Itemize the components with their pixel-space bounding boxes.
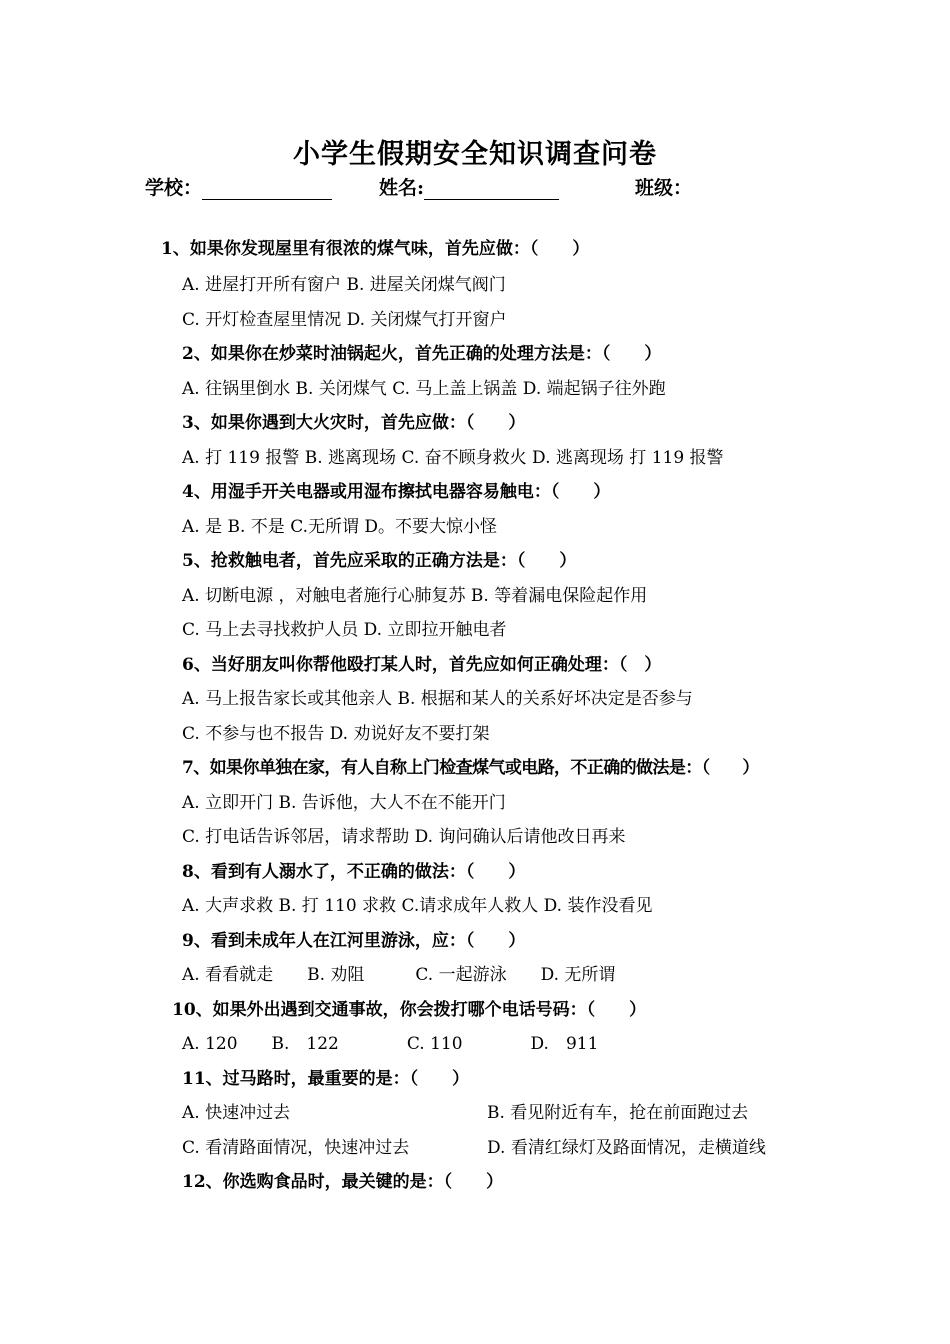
question-2-options-line-1: A. 往锅里倒水 B. 关闭煤气 C. 马上盖上锅盖 D. 端起锅子往外跑 [182,379,666,399]
question-11-option-b: B. 看见附近有车，抢在前面跑过去 [487,1103,749,1123]
question-9: 9、看到未成年人在江河里游泳，应：（ ） [182,931,526,951]
name-blank[interactable] [424,181,559,200]
question-2: 2、如果你在炒菜时油锅起火，首先正确的处理方法是：（ ） [182,344,662,364]
question-6: 6、当好朋友叫你帮他殴打某人时，首先应如何正确处理：（ ） [182,655,662,675]
name-label: 姓名: [379,177,425,199]
question-11: 11、过马路时，最重要的是：（ ） [182,1069,470,1089]
page-title: 小学生假期安全知识调查问卷 [293,139,657,170]
question-11-option-d: D. 看清红绿灯及路面情况，走横道线 [487,1138,766,1158]
school-label: 学校： [145,177,203,199]
question-11-option-a: A. 快速冲过去 [182,1103,291,1123]
question-9-options-line-1: A. 看看就走 B. 劝阻 C. 一起游泳 D. 无所谓 [182,965,616,985]
question-1-options-line-2: C. 开灯检查屋里情况 D. 关闭煤气打开窗户 [182,310,507,330]
school-blank[interactable] [202,181,332,200]
question-1: 1、如果你发现屋里有很浓的煤气味，首先应做：（ ） [161,239,590,259]
question-1-options-line-1: A. 进屋打开所有窗户 B. 进屋关闭煤气阀门 [182,275,506,295]
question-8-options-line-1: A. 大声求救 B. 打 110 求救 C.请求成年人救人 D. 装作没看见 [182,896,653,916]
class-field[interactable] [635,173,692,200]
question-4: 4、用湿手开关电器或用湿布擦拭电器容易触电：（ ） [182,482,611,502]
class-label: 班级： [635,177,693,199]
question-5: 5、抢救触电者，首先应采取的正确方法是：（ ） [182,551,577,571]
question-6-options-line-1: A. 马上报告家长或其他亲人 B. 根据和某人的关系好坏决定是否参与 [182,689,693,709]
school-field[interactable] [145,173,332,200]
question-10: 10、如果外出遇到交通事故，你会拨打哪个电话号码：（ ） [172,1000,647,1020]
question-3: 3、如果你遇到大火灾时，首先应做：（ ） [182,413,526,433]
question-12: 12、你选购食品时，最关键的是：（ ） [182,1172,504,1192]
question-10-options-line-1: A. 120 B. 122 C. 110 D. 911 [182,1034,599,1054]
question-4-options-line-1: A. 是 B. 不是 C.无所谓 D。不要大惊小怪 [182,517,498,537]
question-5-options-line-1: A. 切断电源 ，对触电者施行心肺复苏 B. 等着漏电保险起作用 [182,586,648,606]
question-3-options-line-1: A. 打 119 报警 B. 逃离现场 C. 奋不顾身救火 D. 逃离现场 打 119 报警 [182,448,724,468]
question-7-options-line-2: C. 打电话告诉邻居，请求帮助 D. 询问确认后请他改日再来 [182,827,626,847]
question-5-options-line-2: C. 马上去寻找救护人员 D. 立即拉开触电者 [182,620,507,640]
question-7: 7、如果你单独在家，有人自称上门检查煤气或电路，不正确的做法是：（ ） [182,758,759,778]
question-6-options-line-2: C. 不参与也不报告 D. 劝说好友不要打架 [182,724,490,744]
question-8: 8、看到有人溺水了，不正确的做法：（ ） [182,862,526,882]
question-11-option-c: C. 看清路面情况，快速冲过去 [182,1138,410,1158]
name-field[interactable] [379,173,559,200]
question-7-options-line-1: A. 立即开门 B. 告诉他，大人不在不能开门 [182,793,506,813]
